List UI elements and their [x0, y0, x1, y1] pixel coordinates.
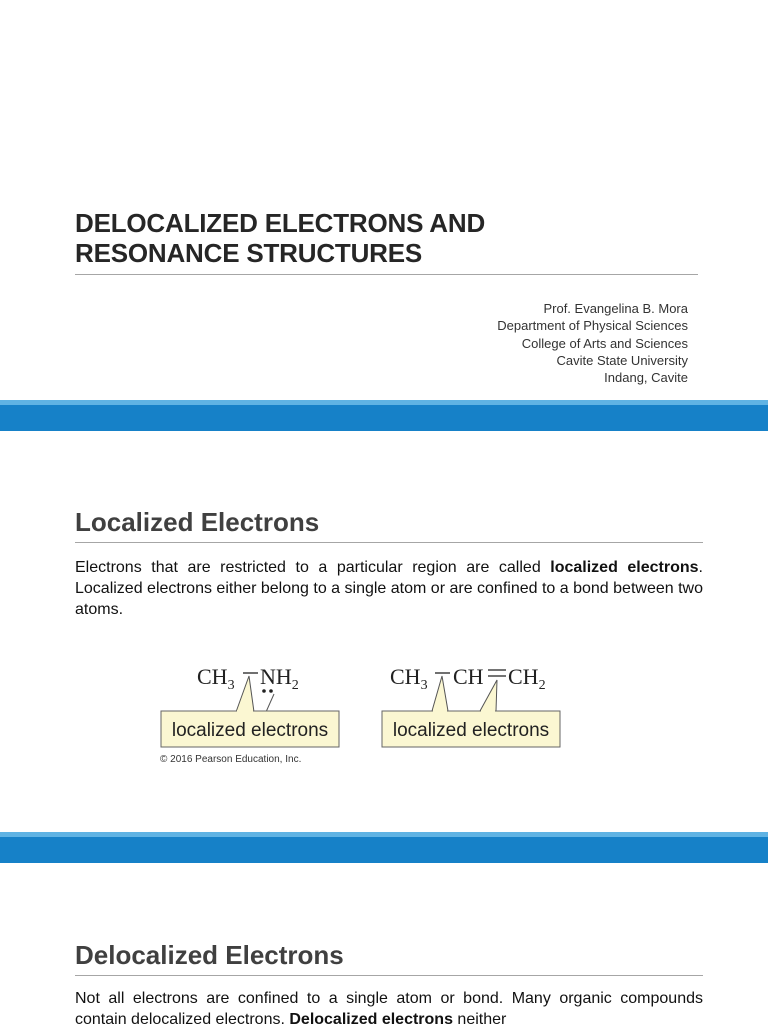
- delocalized-text-2: neither: [452, 1011, 507, 1028]
- callout-2-label: localized electrons: [392, 720, 550, 741]
- callout-1-pointer: [236, 676, 254, 712]
- callout-2-pointer: [432, 676, 448, 711]
- localized-paragraph: [75, 557, 703, 620]
- copyright-note: © 2016 Pearson Education, Inc.: [160, 754, 302, 765]
- localized-heading: Localized Electrons: [75, 507, 320, 537]
- localized-divider: [75, 542, 703, 543]
- author-university: Cavite State University: [556, 352, 688, 368]
- author-location: Indang, Cavite: [604, 370, 688, 386]
- delocalized-term: Delocalized electrons: [289, 1011, 453, 1028]
- localized-term: localized electrons: [550, 559, 699, 576]
- author-name: Prof. Evangelina B. Mora: [543, 301, 688, 316]
- slide-separator-2: [0, 832, 768, 863]
- delocalized-text-1: Not all electrons are confined to a single atom or bond. Many organic compounds contain delocalized electrons.: [75, 990, 703, 1028]
- callout-1-label: localized electrons: [171, 720, 329, 741]
- author-department: Department of Physical Sciences: [497, 318, 688, 334]
- author-college: College of Arts and Sciences: [521, 335, 688, 351]
- title-line-1: DELOCALIZED ELECTRONS AND: [75, 208, 486, 238]
- slide-title: [0, 0, 768, 400]
- title-divider: [75, 274, 698, 275]
- mol2-ch: CH: [453, 664, 484, 689]
- delocalized-heading: Delocalized Electrons: [75, 940, 344, 970]
- delocalized-divider: [75, 975, 703, 976]
- lone-pair-dot-2: [269, 689, 273, 693]
- localized-electrons-figure: [150, 652, 580, 772]
- lone-pair-dot-1: [262, 689, 266, 693]
- localized-text-1: Electrons that are restricted to a particular region are called: [75, 559, 551, 576]
- mol2-ch3: $CH_3$: [390, 664, 428, 693]
- author-block: [497, 300, 688, 386]
- mol1-nh2: $NH_2$: [260, 664, 299, 693]
- localized-text-2: . Localized electrons either belong to a single atom or are confined to a bond between two atoms.: [75, 559, 703, 618]
- title-line-2: RESONANCE STRUCTURES: [75, 238, 423, 268]
- mol2-ch2: $CH_2$: [508, 664, 546, 693]
- mol1-ch3: $CH_3$: [197, 664, 235, 693]
- slide-separator-1: [0, 400, 768, 431]
- slide-title-heading: [75, 208, 485, 268]
